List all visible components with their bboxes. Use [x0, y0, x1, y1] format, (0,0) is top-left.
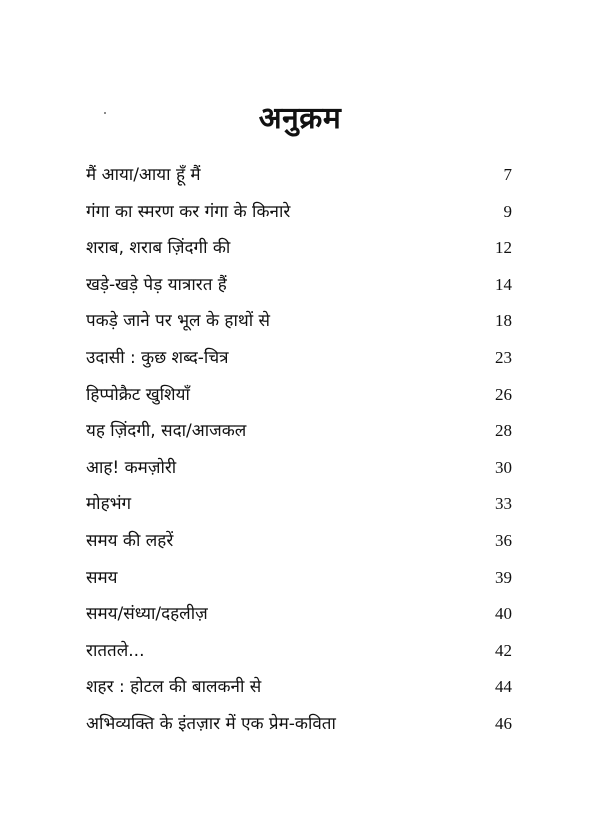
toc-entry-page-number: 40 — [495, 604, 512, 624]
toc-entry — [86, 345, 512, 382]
toc-entry — [86, 638, 512, 675]
toc-entry-page-number: 26 — [495, 384, 512, 404]
toc-entry — [86, 162, 512, 199]
toc-entry — [86, 528, 512, 565]
toc-entry-page-number: 33 — [495, 494, 512, 514]
toc-entry-title: गंगा का स्मरण कर गंगा के किनारे — [86, 201, 291, 222]
toc-entry-title: मैं आया/आया हूँ मैं — [86, 165, 201, 185]
toc-entry-page-number: 42 — [495, 640, 512, 660]
toc-entry-title: समय — [86, 567, 118, 588]
toc-entry — [86, 455, 512, 492]
toc-entry-page-number: 14 — [495, 274, 512, 294]
toc-entry-title: शराब, शराब ज़िंदगी की — [86, 238, 231, 259]
toc-entry-page-number: 30 — [495, 457, 512, 477]
toc-entry-page-number: 23 — [495, 347, 512, 367]
toc-entry-title: आह! कमज़ोरी — [86, 457, 177, 478]
toc-entry-page-number: 46 — [495, 713, 512, 733]
toc-entry-title: खड़े-खड़े पेड़ यात्रारत हैं — [86, 274, 227, 295]
toc-entry-title: शहर : होटल की बालकनी से — [86, 677, 262, 698]
toc-entry-title: समय की लहरें — [86, 530, 174, 551]
toc-entry-title: अभिव्यक्ति के इंतज़ार में एक प्रेम-कविता — [86, 713, 336, 734]
table-of-contents — [86, 162, 512, 748]
toc-entry-page-number: 9 — [503, 201, 512, 221]
toc-entry-title: मोहभंग — [86, 494, 132, 515]
toc-entry — [86, 308, 512, 345]
toc-entry — [86, 235, 512, 272]
toc-entry-title: उदासी : कुछ शब्द-चित्र — [86, 347, 229, 368]
toc-entry — [86, 418, 512, 455]
toc-entry — [86, 674, 512, 711]
toc-entry — [86, 491, 512, 528]
toc-entry — [86, 565, 512, 602]
toc-entry-page-number: 44 — [495, 677, 512, 697]
toc-entry-page-number: 18 — [495, 311, 512, 331]
toc-entry-title: यह ज़िंदगी, सदा/आजकल — [86, 421, 247, 442]
toc-entry — [86, 711, 512, 748]
toc-entry — [86, 601, 512, 638]
toc-entry-title: समय/संध्या/दहलीज़ — [86, 604, 208, 625]
toc-entry-page-number: 12 — [495, 238, 512, 258]
page-title: अनुक्रम — [258, 101, 342, 137]
toc-entry-page-number: 28 — [495, 421, 512, 441]
toc-entry-page-number: 39 — [495, 567, 512, 587]
toc-entry — [86, 272, 512, 309]
toc-entry — [86, 199, 512, 236]
toc-entry — [86, 382, 512, 419]
toc-entry-page-number: 36 — [495, 530, 512, 550]
toc-entry-title: हिप्पोक्रैट खुशियाँ — [86, 384, 190, 405]
toc-entry-title: पकड़े जाने पर भूल के हाथों से — [86, 311, 271, 332]
toc-entry-title: राततले... — [86, 640, 145, 661]
toc-entry-page-number: 7 — [503, 165, 512, 184]
